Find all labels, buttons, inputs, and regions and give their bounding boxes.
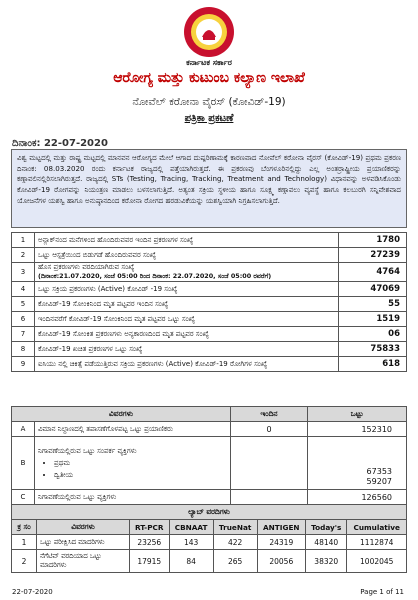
row-value: 47069 <box>339 282 407 297</box>
table-header-row <box>12 407 407 422</box>
summary-table <box>11 232 407 372</box>
header-total: ಒಟ್ಟು <box>308 407 407 422</box>
table-row <box>12 535 407 550</box>
row-number: 8 <box>12 342 35 357</box>
row-label: ಅನ್ಲಾಕ್‌ನಂದ ಮನೆಗಳಿಂದ ಹೊಂದಿರುವವರ ಇಂದಿನ ಪ್ರಕರಣಗಳ ಸಂಖ್ಯೆ <box>35 233 339 248</box>
row-label: ಇಂದಿನವರೆಗೆ ಕೋವಿಡ್-19 ಸೋಂಕಿನಿಂದ ಮೃತ ಪಟ್ಟವರ ಒಟ್ಟು ಸಂಖ್ಯೆ <box>35 312 339 327</box>
row-label: ವಿಮಾನ ನಿಲ್ದಾಣದಲ್ಲಿ ತಪಾಸಣೆಗೊಳಪಟ್ಟ ಒಟ್ಟು ಪ್ರಯಾಣಿಕರು <box>35 422 231 437</box>
todays-value: 48140 <box>306 535 347 550</box>
cumulative-value: 1002045 <box>347 550 407 573</box>
table-row <box>12 357 407 372</box>
table-row <box>12 248 407 263</box>
row-label: ಕೋವಿಡ್-19 ಸೋಂಕಿನಿಂದ ಮೃತ ಪಟ್ಟವರ ಇಂದಿನ ಸಂಖ್ಯೆ <box>35 297 339 312</box>
row-today: 0 <box>231 422 308 437</box>
table-row <box>12 327 407 342</box>
row-label <box>35 263 339 282</box>
truenat-value: 265 <box>213 550 257 573</box>
row-label: ನಿಗಾವಣೆಯಲ್ಲಿರುವ ಒಟ್ಟು ವ್ಯಕ್ತಿಗಳು <box>35 490 231 505</box>
row-label: ಐಸಿಯು ನಲ್ಲಿ ಚಿಕಿತ್ಸೆ ಪಡೆಯುತ್ತಿರುವ ಸಕ್ರಿಯ ಪ್ರಕರಣಗಳು (Active) ಕೋವಿಡ್-19 ರೋಗಿಗಳ ಸಂಖ್ಯೆ <box>35 357 339 372</box>
lab-reports-title: ಲ್ಯಾಬ್ ವರದಿಗಳು <box>12 505 407 520</box>
details-table <box>11 406 407 505</box>
row-id: C <box>12 490 35 505</box>
header-todays: Today's <box>306 520 347 535</box>
contact-list <box>38 457 227 481</box>
row-value: 1519 <box>339 312 407 327</box>
row-label-line1: ಹೊಸ ಪ್ರಕರಣಗಳು ವರದಿಯಾಗಿರುವ ಸಂಖ್ಯೆ <box>38 263 135 271</box>
row-number: 1 <box>12 535 37 550</box>
karnataka-emblem-logo <box>183 6 235 58</box>
row-total <box>308 437 407 490</box>
row-id: B <box>12 437 35 490</box>
row-total: 152310 <box>308 422 407 437</box>
row-label: ಒಟ್ಟು ಸಕ್ರಿಯ ಪ್ರಕರಣಗಳು (Active) ಕೋವಿಡ್ -19 ಸಂಖ್ಯೆ <box>35 282 339 297</box>
list-item: • ದ್ವಿತೀಯ <box>54 469 227 481</box>
page-number: Page 1 of 11 <box>360 588 404 596</box>
row-number: 4 <box>12 282 35 297</box>
release-date: ದಿನಾಂಕ: 22-07-2020 <box>12 138 108 149</box>
row-number: 7 <box>12 327 35 342</box>
header-cbnaat: CBNAAT <box>169 520 213 535</box>
table-header-row <box>12 520 407 535</box>
table-row <box>12 233 407 248</box>
row-label: ನೆಗೆಟಿವ್ ವರದಿಯಾದ ಒಟ್ಟು ಮಾದರಿಗಳು <box>37 550 130 573</box>
covid-subtitle: ನೋವೆಲ್ ಕರೋನಾ ವೈರಸ್ (ಕೋವಿಡ್-19) <box>132 96 286 108</box>
row-value: 618 <box>339 357 407 372</box>
header-details: ವಿವರಗಳು <box>12 407 231 422</box>
header-cumulative: Cumulative <box>347 520 407 535</box>
row-value: 4764 <box>339 263 407 282</box>
row-today <box>231 437 308 490</box>
row-label-line2: (ದಿನಾಂಕ:21.07.2020, ಸಂಜೆ 05:00 ರಿಂದ ದಿನಾಂಕ: 22.07.2020, ಸಂಜೆ 05:00 ರವರೆಗೆ) <box>38 272 272 280</box>
header-rtpcr: RT-PCR <box>130 520 170 535</box>
cbnaat-value: 84 <box>169 550 213 573</box>
row-number: 5 <box>12 297 35 312</box>
truenat-value: 422 <box>213 535 257 550</box>
row-label: ಕೋವಿಡ್-19 ಖಚಿತ ಪ್ರಕರಣಗಳ ಒಟ್ಟು ಸಂಖ್ಯೆ <box>35 342 339 357</box>
list-item: • ಪ್ರಥಮ <box>54 457 227 469</box>
department-title: ಆರೋಗ್ಯ ಮತ್ತು ಕುಟುಂಬ ಕಲ್ಯಾಣ ಇಲಾಖೆ <box>113 70 305 86</box>
row-label <box>35 437 231 490</box>
row-value: 06 <box>339 327 407 342</box>
table-row <box>12 437 407 490</box>
antigen-value: 20056 <box>257 550 305 573</box>
table-row <box>12 422 407 437</box>
cumulative-value: 1112874 <box>347 535 407 550</box>
row-label: ಒಟ್ಟು ಪರೀಕ್ಷಿಸಿದ ಮಾದರಿಗಳು <box>37 535 130 550</box>
cbnaat-value: 143 <box>169 535 213 550</box>
row-id: A <box>12 422 35 437</box>
table-row <box>12 263 407 282</box>
header-truenat: TrueNat <box>213 520 257 535</box>
row-label: ಒಟ್ಟು ಆಸ್ಪತ್ರೆಯಿಂದ ಬಿಡುಗಡೆ ಹೊಂದಿರುವವರ ಸಂಖ್ಯೆ <box>35 248 339 263</box>
row-number: 2 <box>12 248 35 263</box>
row-number: 2 <box>12 550 37 573</box>
row-value: 27239 <box>339 248 407 263</box>
row-number: 3 <box>12 263 35 282</box>
row-number: 6 <box>12 312 35 327</box>
rtpcr-value: 17915 <box>130 550 170 573</box>
lab-reports-table <box>11 504 407 573</box>
header-serial: ಕ್ರ ಸಂ <box>12 520 37 535</box>
table-row <box>12 282 407 297</box>
antigen-value: 24319 <box>257 535 305 550</box>
rtpcr-value: 23256 <box>130 535 170 550</box>
row-label-text: ನಿಗಾವಣೆಯಲ್ಲಿರುವ ಒಟ್ಟು ಸಂಪರ್ಕ ವ್ಯಕ್ತಿಗಳು <box>38 447 137 455</box>
table-row <box>12 342 407 357</box>
table-row <box>12 312 407 327</box>
header-details: ವಿವರಗಳು <box>37 520 130 535</box>
primary-contacts-value: 67353 <box>366 467 392 476</box>
intro-paragraph: ವಿಶ್ವ ಮಟ್ಟದಲ್ಲಿ ಮತ್ತು ರಾಷ್ಟ್ರ ಮಟ್ಟದಲ್ಲಿ ಮಾನವನ ಆರೋಗ್ಯದ ಮೇಲೆ ಆಗಾದ ದುಷ್ಪರಿಣಾಮಕ್ಕೆ ಕಾರಣವಾದ ನೋವೆಲ್ ಕರೋನಾ ವೈರಸ್ (ಕೋವಿಡ್-19) ಪ್ರಥಮ ಪ್ರಕರಣ ದಿನಾಂಕ: 08.03.2020 ರಂದು ಕರ್ನಾಟಕ ರಾಜ್ಯದಲ್ಲಿ ಪತ್ತೆಯಾಗಿರುತ್ತದೆ. ಈ ಪ್ರಕರಣವು ಬೆಂಗಳೂರಿನಲ್ಲಿದ್ದು ಎಲ್ಲ ಅಂತರ್ರಾಷ್ಟ್ರೀಯ ಪ್ರಯಾಣಿಕರನ್ನು ಕಣ್ಗಾವಲಿನಲ್ಲಿರಿಸಲಾಗಿರುತ್ತದೆ. ರಾಜ್ಯದಲ್ಲಿ STs (Testing, Tracing, Tracking, Treatment and Technology) ವಿಧಾನವನ್ನು ಅಳವಡಿಸಿಕೊಂಡು ಕೋವಿಡ್-19 ರೋಗವನ್ನು ನಿಯಂತ್ರಣ ಮಾಡಲು ಬಳಸಲಾಗುತ್ತಿದೆ. ಅತ್ಯಂತ ಸಕ್ರಿಯ ಸ್ಥಳೀಯ ಹಾಗೂ ಸೂಕ್ಷ್ಮ ಕಣ್ಗಾವಲು ವ್ಯವಸ್ಥೆ ಹಾಗೂ ಕಲಬುರಗಿ ಸನ್ನಿವೇಶವಾದ ಯೋಜನೆಗಳ ಯಶಸ್ವಿ ಹಾಗೂ ಅನುಷ್ಠಾನದಿಂದ ಕರೋನಾ ರೋಗದ ಹರಡುವಿಕೆಯನ್ನು ಯಶಸ್ವಿಯಾಗಿ ನಿಗ್ರಹಿಸಲಾಗುತ್ತಿದೆ. <box>11 149 407 228</box>
table-row <box>12 550 407 573</box>
table-row <box>12 297 407 312</box>
header-antigen: ANTIGEN <box>257 520 305 535</box>
row-number: 1 <box>12 233 35 248</box>
todays-value: 38320 <box>306 550 347 573</box>
row-value: 1780 <box>339 233 407 248</box>
footer-date: 22-07-2020 <box>12 588 53 596</box>
row-total: 126560 <box>308 490 407 505</box>
row-value: 55 <box>339 297 407 312</box>
government-name: ಕರ್ನಾಟಕ ಸರ್ಕಾರ <box>186 58 232 67</box>
row-today <box>231 490 308 505</box>
row-label: ಕೋವಿಡ್-19 ಸೋಂಕಿತ ಪ್ರಕರಣಗಳು ಅನ್ಯಕಾರಣದಿಂದ ಮೃತ ಪಟ್ಟವರ ಸಂಖ್ಯೆ <box>35 327 339 342</box>
secondary-contacts-value: 59207 <box>366 477 392 486</box>
press-release-heading: ಪತ್ರಿಕಾ ಪ್ರಕಟಣೆ <box>184 113 234 124</box>
header-today: ಇಂದಿನ <box>231 407 308 422</box>
table-title-row <box>12 505 407 520</box>
row-number: 9 <box>12 357 35 372</box>
row-value: 75833 <box>339 342 407 357</box>
table-row <box>12 490 407 505</box>
